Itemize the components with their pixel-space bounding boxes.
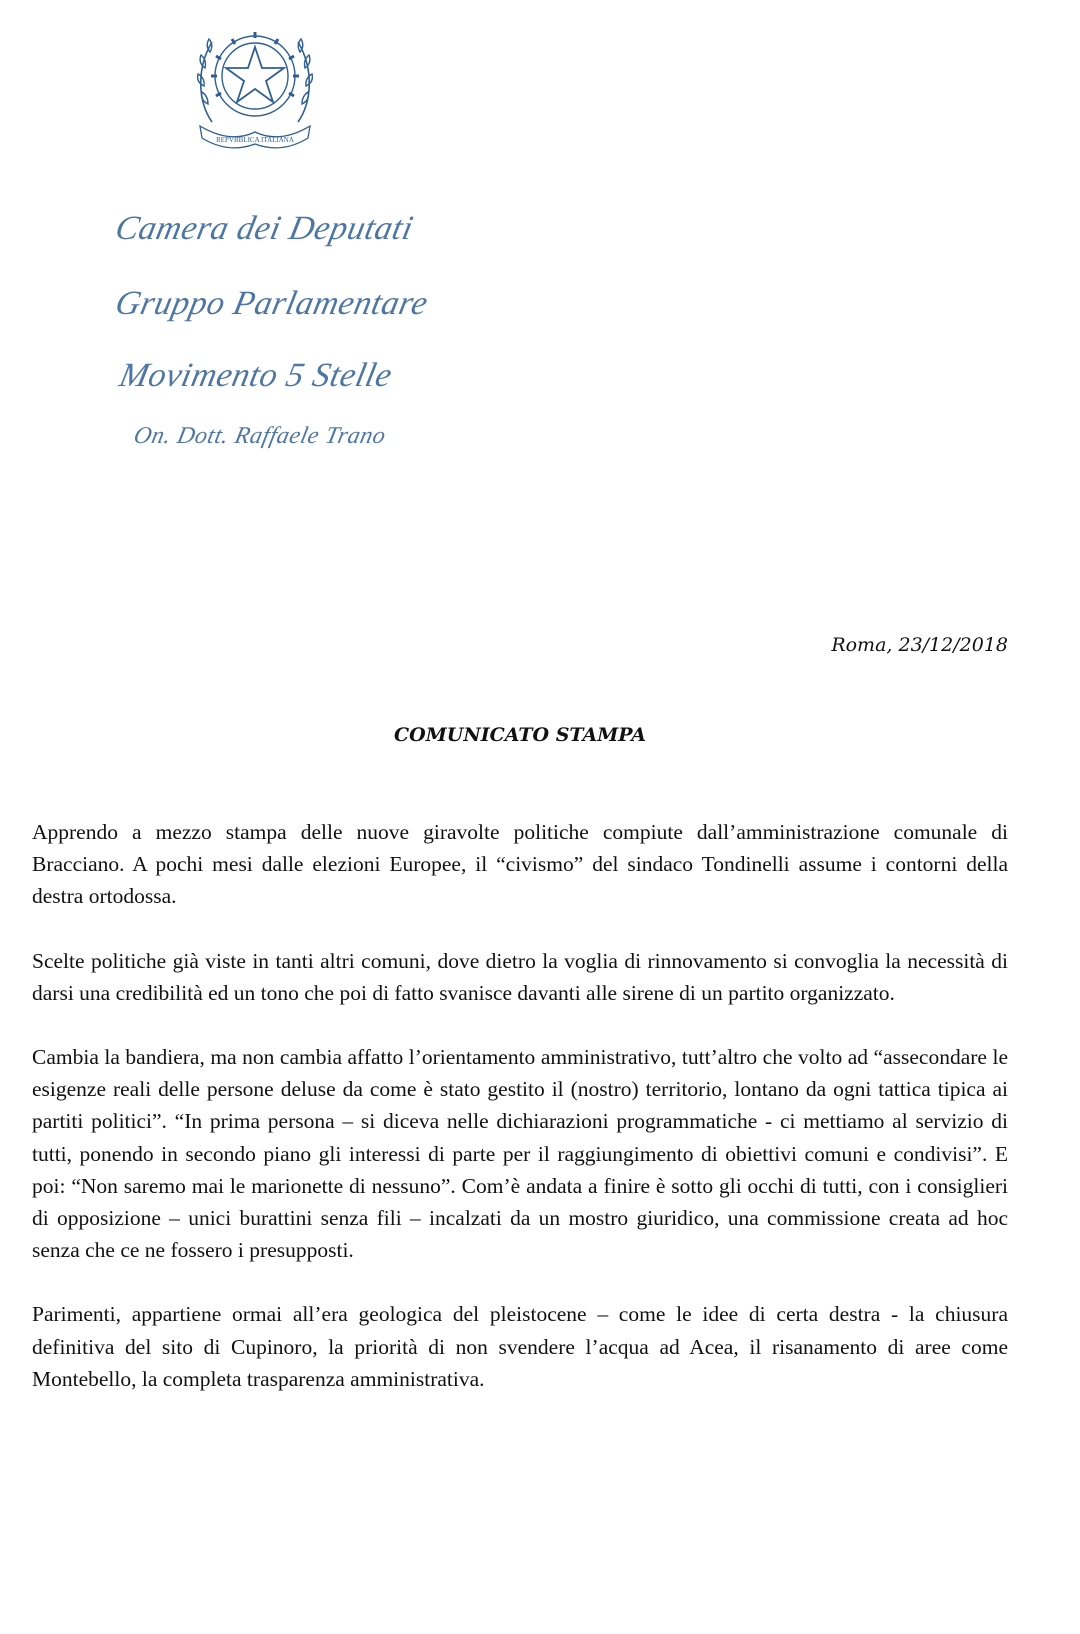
paragraph: Apprendo a mezzo stampa delle nuove giravolte politiche compiute dall’amministrazione comunale di Bracciano. A pochi mesi dalle elezioni Europee, il “civismo” del sindaco Tondinelli assume i contorni della destra ortodossa.	[32, 820, 1008, 909]
letterhead-chamber: Camera dei Deputati	[112, 210, 417, 247]
letterhead-group: Gruppo Parlamentare	[112, 285, 432, 322]
letterhead-movement: Movimento 5 Stelle	[116, 357, 396, 394]
document-title: COMUNICATO STAMPA	[394, 724, 646, 746]
paragraph: Cambia la bandiera, ma non cambia affatto l’orientamento amministrativo, tutt’altro che volto ad “assecondare le esigenze reali delle persone deluse da come è stato gestito il (nostro) territorio, lontano da ogni tattica tipica ai partiti politici”. “In prima persona – si diceva nelle dichiarazioni programmatiche - ci mettiamo al servizio di tutti, ponendo in secondo piano gli interessi di parte per il raggiungimento di obiettivi comuni e condivisi”. E poi: “Non saremo mai le marionette di nessuno”. Com’è andata a finire è sotto gli occhi di tutti, con i consiglieri di opposizione – unici burattini senza fili – incalzati da un mostro giuridico, una commissione creata ad hoc senza che ce ne fossero i presupposti.	[32, 1045, 1008, 1263]
emblem-of-italy	[190, 14, 320, 156]
paragraph: Scelte politiche già viste in tanti altri comuni, dove dietro la voglia di rinnovamento si convoglia la necessità di darsi una credibilità ed un tono che poi di fatto svanisce davanti alle sirene di un partito organizzato.	[32, 948, 1008, 1005]
document-body	[32, 816, 1008, 1427]
emblem-icon	[190, 14, 320, 156]
paragraph: Parimenti, appartiene ormai all’era geologica del pleistocene – come le idee di certa destra - la chiusura definitiva del sito di Cupinoro, la priorità di non svendere l’acqua ad Acea, il risanamento di aree come Montebello, la completa trasparenza amministrativa.	[32, 1302, 1008, 1391]
emblem-ribbon-text: REPVBBLICA ITALIANA	[216, 136, 294, 144]
document-date: Roma, 23/12/2018	[831, 634, 1008, 656]
letterhead-deputy: On. Dott. Raffaele Trano	[131, 423, 389, 449]
